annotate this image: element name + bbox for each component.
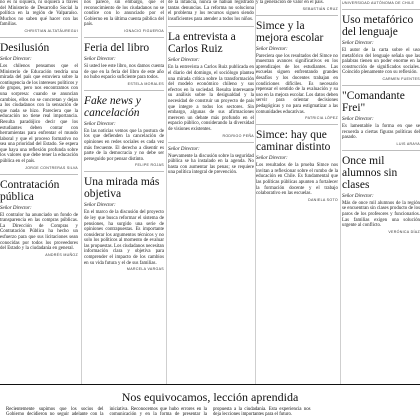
letter-signature: FELIPE ROJAS: [135, 163, 164, 168]
letter-signature: LUIS ARAYA: [396, 141, 420, 146]
column-rule: [81, 0, 82, 388]
letter-body: Los resultados de la prueba Simce nos invitan a reflexionar sobre el rumbo de la educación en Chile. Es fundamental que las políticas públicas apunten a fortalecer la formación docente y el trabajo colaborativo en las escuelas.: [256, 163, 338, 197]
letter-signature: ANDRÉS MUÑOZ: [45, 252, 78, 257]
divider: [256, 15, 338, 16]
divider: [168, 142, 254, 143]
divider: [84, 90, 164, 91]
letter-signature: UNIVERSIDAD AUTÓNOMA DE CHILE: [342, 1, 415, 5]
letter-greeting: Señor Director:: [168, 58, 200, 64]
letter-signature: CARMEN FUENTES: [382, 76, 420, 81]
divider: [84, 37, 164, 38]
letter-headline: Uso metafórico del lenguaje: [342, 14, 414, 38]
letter-signature: PATRICIA LÓPEZ: [305, 116, 338, 121]
divider: [342, 85, 420, 86]
letter-headline: Contratación pública: [0, 178, 60, 203]
divider: [0, 174, 78, 175]
letter-greeting: Señor Director:: [84, 56, 116, 62]
letter-greeting: Señor Director:: [342, 116, 374, 122]
letter-continuation: no es ni siquiera, ni siquiera a través del Ministerio de Desarrollo Social la política en la región de Valparaíso. Muchos no saben qué hacer con las familias.: [0, 0, 78, 28]
letter-greeting: Señor Director:: [84, 121, 116, 127]
letter-greeting: Señor Director:: [342, 193, 374, 199]
letter-continuation: de la infancia, nunca se habían registrado tantas denuncias. La reforma no soluciona el problema y los recursos siguen siendo insuficientes para atender a todos los niños.: [168, 0, 254, 22]
letter-headline: Once mil alumnos sin clases: [342, 154, 398, 191]
letter-headline: La entrevista a Carlos Ruiz: [168, 31, 236, 56]
letter-continuation: nos parece, sin embargo, que el reconocimiento de los ciudadanos no se condice con lo anunciado por el Gobierno en la última cuenta pública del país.: [84, 0, 164, 28]
letter-body: Es lamentable la forma en que se recuerda a ciertas figuras políticas del pasado.: [342, 123, 420, 141]
letter-body: En el marco de la discusión del proyecto de ley que busca reformar el sistema de pensiones, ha surgido una serie de opiniones contrapuestas. Es importante considerar los argumentos técnicos y no solo los políticos al momento de evaluar las propuestas. Los ciudadanos necesitan información clara y objetiva para comprender el impacto de los cambios en su vida futura y el de sus familias.: [84, 210, 164, 266]
divider: [342, 9, 420, 10]
letter-body: Si usted lee este libro, nos damos cuenta de que en la feria del libro de este año no hubo espacio suficiente para todos.: [84, 63, 164, 81]
letter-headline: Nos equivocamos, lección aprendida: [121, 390, 299, 404]
letter-greeting: Señor Director:: [168, 146, 200, 152]
divider: [168, 26, 254, 27]
letter-body: En las noticias vemos que la postura de los que defienden la cancelación de opiniones en redes sociales es cada vez más frecuente. El derecho a disentir es parte de la democracia y no debe ser perseguido por pensar distinto.: [84, 128, 164, 162]
column-4: [256, 0, 338, 384]
letter-signature: IGNACIO FIGUEROA: [124, 28, 164, 33]
letter-body: Pareciera que los resultados del Simce no muestran avances significativos en los aprendizajes de los estudiantes. Las escuelas siguen enfrentando grandes desafíos y los docentes trabajan en condiciones difíciles. Es necesario repensar el sentido de la evaluación y su uso en la mejora escolar. Los datos deben servir para orientar decisiones pedagógicas y no para estigmatizar a las comunidades educativas.: [256, 53, 338, 115]
divider: [84, 171, 164, 172]
divider: [0, 37, 78, 38]
letter-signature: JORGE CONTRERAS SILVA: [25, 165, 78, 170]
letter-headline: "Comandante Frei": [342, 89, 405, 114]
letter-headline: Feria del libro: [84, 41, 150, 54]
column-2: [84, 0, 164, 384]
letter-headline: Simce: hay que caminar distinto: [256, 129, 331, 154]
column-1: [0, 0, 78, 384]
letter-body: Más de once mil alumnos de la región se encuentran sin clases producto de los paros de los profesores y funcionarios. Las familias exigen una solución urgente al conflicto.: [342, 200, 420, 229]
letter-signature: ESTELA MORALES: [127, 81, 164, 86]
letter-greeting: Señor Director:: [342, 41, 374, 46]
letter-headline: Una mirada más objetiva: [84, 176, 160, 201]
column-3: [168, 0, 254, 384]
column-5: [342, 0, 420, 384]
column-rule: [166, 0, 167, 388]
letter-body: En la entrevista a Carlos Ruiz publicada en el diario del domingo, el sociólogo plantea una mirada crítica sobre la transformación del modelo económico chileno y sus efectos en la sociedad. Resulta interesante su análisis sobre la desigualdad y la necesidad de construir un proyecto de país que integre a todos los sectores. Sin embargo, algunas de sus afirmaciones merecen un debate más profundo en el espacio público, considerando la diversidad de visiones existentes.: [168, 65, 254, 132]
letter-signature: DANIELA SOTO: [308, 197, 338, 202]
letter-greeting: Señor Director:: [84, 203, 116, 209]
letter-signature: CHRISTIAN ALTATÁUREGUI: [24, 28, 78, 33]
letter-signature: RODRIGO PEÑA: [222, 133, 254, 138]
letter-greeting: Señor Director:: [256, 46, 288, 52]
letter-headline: Simce y la mejora escolar: [256, 19, 324, 44]
letter-signature: VERÓNICA DÍAZ: [388, 229, 420, 234]
divider: [256, 124, 338, 125]
letter-body: Los chilenos pensamos que el Ministerio de Educación tendría una mirada del país que estuviera sobre la contingencia de los intereses políticos y de grupos, pero nos encontramos con una sorpresa: cuando se anuncian cambios, ellos no se concretan y dejan a los ciudadanos con la sensación de que nada se hizo. Pareciera que la educación no tiene real importancia. Resulta paradójico decir que los estudiantes deben contar con herramientas para enfrentar el mundo laboral y que el proceso formativo no sea una prioridad del Estado. Se espera que haya una reflexión profunda sobre los valores que debe tener la educación pública en el país.: [0, 63, 78, 165]
letter-headline: Fake news y cancelación: [84, 94, 141, 119]
letter-greeting: Señor Director:: [0, 56, 32, 62]
letter-body: El contralor ha anunciado un fondo de transparencia en las compras públicas. La Dirección de Compras y Contratación Pública ha hecho un esfuerzo para que sus licitaciones sean conocidas por todos los proveedores del Estado y la ciudadanía en general.: [0, 212, 78, 252]
letter-body: Recientemente supimos que los socios del Gobierno decidieron no seguir adelante con la iniciativa. Reconocemos que hubo errores en la comunicación y en la forma de presentar la propuesta a la ciudadanía. Esta experiencia nos deja lecciones importantes para el futuro.: [6, 407, 311, 418]
column-rule: [340, 0, 341, 388]
letter-headline: Desilusión: [0, 41, 50, 54]
letter-continuation: y la generación de valor en el país.: [256, 0, 324, 5]
letter-body: El autor de la carta sobre el uso metafórico del lenguaje señala que las palabras tienen un poder enorme en la construcción de significados sociales. Coincido plenamente con su reflexión.: [342, 48, 420, 76]
letter-signature: SEBASTIÁN CRUZ: [302, 6, 338, 11]
letter-signature: MARCELA VARGAS: [126, 267, 164, 272]
divider: [342, 150, 420, 151]
letter-greeting: Señor Director:: [0, 205, 32, 211]
bottom-letter: [0, 384, 420, 420]
letter-greeting: Señor Director:: [256, 156, 288, 162]
letter-body: Nuevamente la discusión sobre la seguridad pública se ha instalado en la agenda. No basta con aumentar las penas; se requiere una política integral de prevención.: [168, 153, 254, 176]
